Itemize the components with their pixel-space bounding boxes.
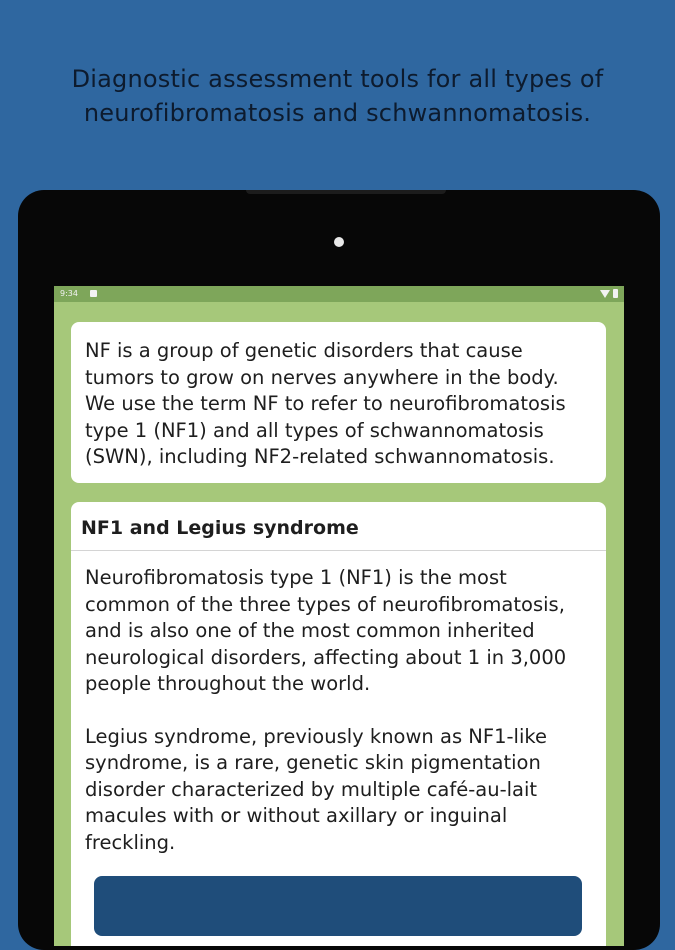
tablet-frame — [18, 190, 660, 950]
camera-icon — [334, 237, 344, 247]
app-screen — [54, 286, 624, 946]
nf1-description: Neurofibromatosis type 1 (NF1) is the most common of the three types of neurofibromatosis, and is also one of the most common inherited neurological disorders, affecting about 1 in 3,000 people throughout the world. — [85, 566, 567, 695]
wifi-icon — [600, 290, 610, 298]
intro-text: NF is a group of genetic disorders that cause tumors to grow on nerves anywhere in the body. We use the term NF to refer to neurofibromatosis type 1 (NF1) and all types of schwannomatosis (SWN), including NF2-related schwannomatosis. — [85, 339, 566, 468]
status-time: 9:34 — [60, 289, 78, 298]
battery-icon — [613, 289, 618, 298]
card-body — [71, 551, 606, 856]
intro-card — [71, 322, 606, 483]
promo-headline-line2: neurofibromatosis and schwannomatosis. — [83, 99, 592, 127]
card-title: NF1 and Legius syndrome — [71, 502, 606, 551]
tablet-top-edge — [246, 190, 446, 194]
legius-description: Legius syndrome, previously known as NF1-like syndrome, is a rare, genetic skin pigmentation disorder characterized by multiple café-au-lait macules with or without axillary or inguinal freckling. — [85, 724, 547, 854]
nf1-legius-card — [71, 502, 606, 946]
notification-icon — [90, 290, 97, 297]
promo-headline-line1: Diagnostic assessment tools for all types of — [71, 65, 604, 93]
status-bar — [54, 286, 624, 302]
card-action-button[interactable] — [94, 876, 582, 936]
promo-headline — [0, 62, 675, 130]
